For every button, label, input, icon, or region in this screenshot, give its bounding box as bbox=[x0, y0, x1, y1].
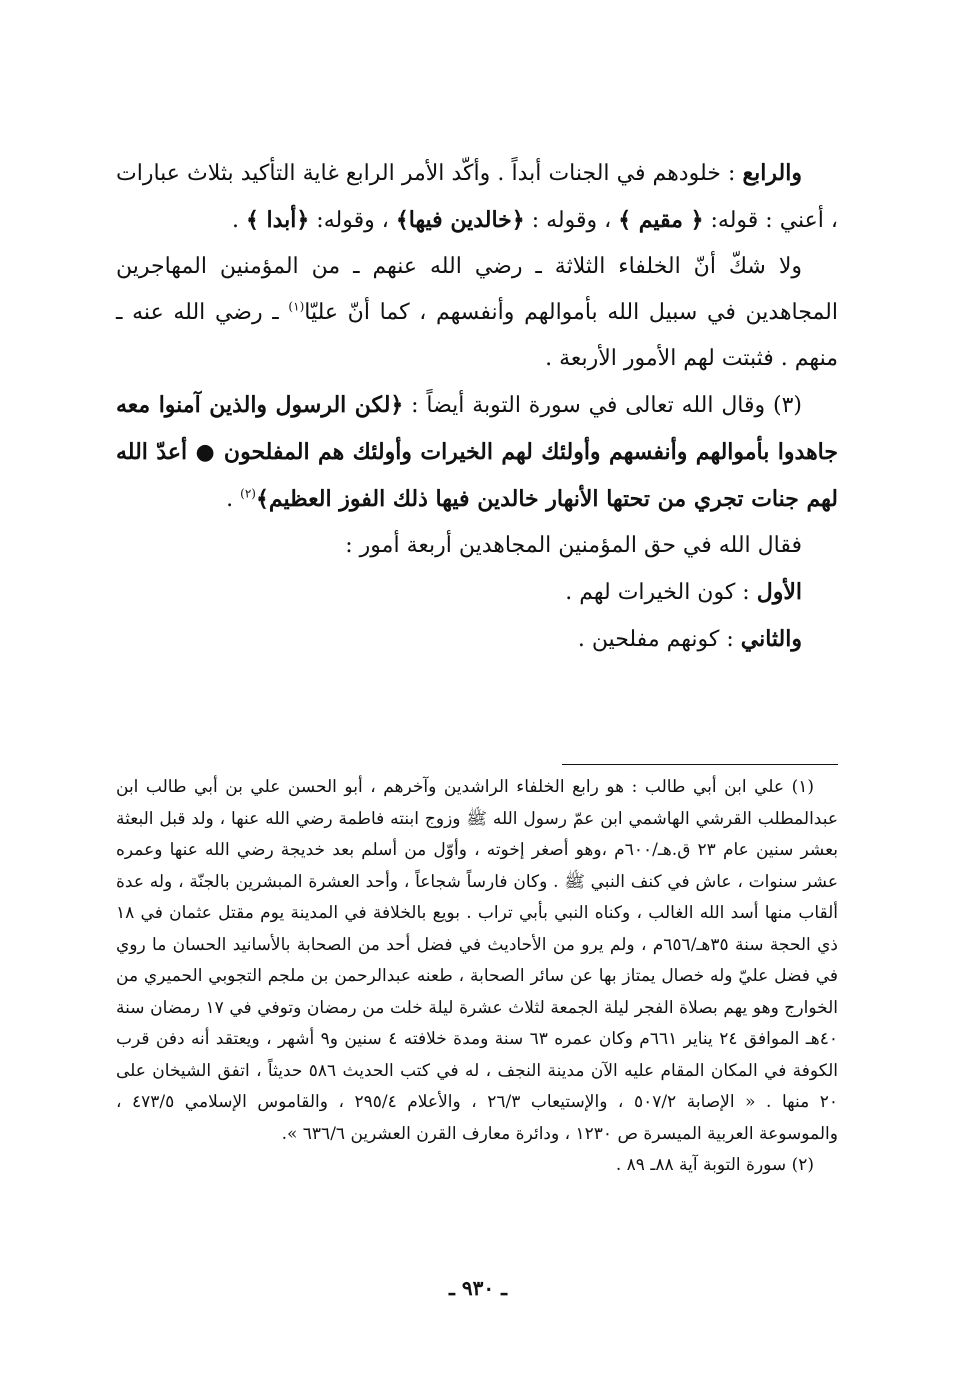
paragraph-text: ، وقوله : bbox=[531, 208, 612, 233]
paragraph-four-matters: فقال الله في حق المؤمنين المجاهدين أربعة أمور : bbox=[345, 533, 802, 558]
paragraph-lead: والرابع bbox=[742, 160, 802, 186]
footnote-ref-2[interactable]: (٢) bbox=[240, 486, 256, 501]
footnotes bbox=[116, 772, 838, 1182]
footnote-ref-1[interactable]: (١) bbox=[288, 299, 305, 314]
paragraph-text: . bbox=[226, 487, 234, 512]
paragraph-caliphs bbox=[116, 244, 838, 382]
paragraph-text: وقال الله تعالى في سورة التوبة أيضاً : bbox=[411, 393, 766, 418]
paragraph-text: ـ رضي الله عنه ـ منهم . فثبتت لهم الأمور الأربعة . bbox=[116, 300, 838, 371]
paragraph-number: (٣) bbox=[773, 393, 803, 418]
quran-quote: ﴿أبدا ﴾ bbox=[245, 207, 310, 233]
footnote-divider bbox=[562, 764, 838, 765]
paragraph-text: ، وقوله: bbox=[316, 208, 389, 233]
paragraph-text: : خلودهم في الجنات أبداً . وأكّد الأمر الرابع غاية التأكيد بثلاث عبارات ، أعني : قوله: bbox=[116, 161, 838, 233]
main-text bbox=[116, 150, 838, 663]
paragraph-text: ولا شكّ أنّ الخلفاء الثلاثة ـ رضي الله عنهم ـ من المؤمنين المهاجرين المجاهدين في سبيل الله بأموالهم وأنفسهم ، كما أنّ عليّا bbox=[116, 254, 838, 325]
paragraph-fourth-matter bbox=[116, 150, 838, 244]
page-number: ـ ٩٣٠ ـ bbox=[449, 1276, 507, 1300]
quran-quote: ﴿خالدين فيها﴾ bbox=[395, 207, 525, 233]
list-item-second bbox=[116, 616, 838, 663]
quran-quote: ﴿ مقيم ﴾ bbox=[618, 207, 704, 233]
footnote-1: (١) علي ابن أبي طالب : هو رابع الخلفاء الراشدين وآخرهم ، أبو الحسن علي بن أبي طالب ابن عبدالمطلب القرشي الهاشمي ابن عمّ رسول الله ﷺ وزوج ابنته فاطمة رضي الله عنها ، ولد قبل البعثة بعشر سنين عام ٢٣ ق.هـ/٦٠٠م ،وهو أصغر إخوته ، وأوّل من أسلم بعد خديجة رضي الله عنها وعمره عشر سنوات ، عاش في كنف النبي ﷺ . وكان فارساً شجاعاً ، وأحد العشرة المبشرين بالجنّة ، وله عدة ألقاب منها أسد الله الغالب ، وكناه النبي بأبي تراب . بويع بالخلافة في المدينة يوم مقتل عثمان في ١٨ ذي الحجة سنة ٣٥هـ/٦٥٦م ، ولم يرو من الأحاديث في فضل أحد من الصحابة بالأسانيد الحسان ما روي في فضل عليّ وله خصال يمتاز بها عن سائر الصحابة ، طعنه عبدالرحمن بن ملجم التجوبي الحميري من الخوارج وهو يهم بصلاة الفجر ليلة الجمعة لثلاث عشرة ليلة خلت من رمضان وتوفي في ١٧ رمضان سنة ٤٠هـ الموافق ٢٤ يناير ٦٦١م وكان عمره ٦٣ سنة ومدة خلافته ٤ سنين و٩ أشهر ، ويعتقد أنه دفن قرب الكوفة في المكان المقام عليه الآن مدينة النجف ، له في كتب الحديث ٥٨٦ حديثاً ، اتفق الشيخان على ٢٠ منها . « الإصابة ٥٠٧/٢ ، والإستيعاب ٢٦/٣ ، والأعلام ٢٩٥/٤ ، والقاموس الإسلامي ٤٧٣/٥ ، والموسوعة العربية الميسرة ص ١٢٣٠ ، ودائرة معارف القرن العشرين ٦٣٦/٦ ». bbox=[116, 777, 839, 1144]
paragraph-text: . bbox=[231, 208, 239, 233]
list-item-first bbox=[116, 569, 838, 616]
list-item-lead: والثاني bbox=[740, 626, 802, 652]
list-item-text: : كونهم مفلحين . bbox=[577, 627, 734, 652]
paragraph-verse-3 bbox=[116, 382, 838, 523]
list-item-text: : كون الخيرات لهم . bbox=[565, 580, 750, 605]
list-item-lead: الأول bbox=[756, 579, 802, 605]
quran-quote: ﴿لكن الرسول والذين آمنوا معه جاهدوا بأموالهم وأنفسهم وأولئك لهم الخيرات وأولئك هم المفلحون ● أعدّ الله لهم جنات تجري من تحتها الأنهار خالدين فيها ذلك الفوز العظيم﴾ bbox=[116, 392, 838, 512]
footnote-2: (٢) سورة التوبة آية ٨٨ـ ٨٩ . bbox=[615, 1155, 814, 1175]
